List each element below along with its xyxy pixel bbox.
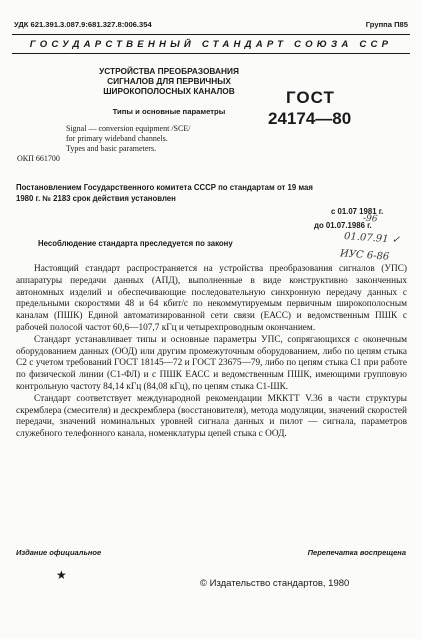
validity-to: до 01.07.1986 г. [314,221,372,230]
handwritten-note-1: -96 [362,213,378,225]
gost-label: ГОСТ [286,88,335,107]
paragraph-3: Стандарт соответствует международной рекомендации МККТТ V.36 в части структуры скремблера (смесителя) и дескремблера (восстановителя), метода модуляции, значений скоростей передачи, значений номинальных уровней сигнала данных и пилот — сигнала, параметров служебного телефонного канала, номенклатуры цепей стыка с ООД. [16,393,407,440]
top-rule [12,34,410,35]
udk-code: УДК 621.391.3.087.9:681.327.8:006.354 [14,20,152,29]
decree-text [16,182,408,204]
star-icon: ★ [56,568,67,582]
document-subtitle: Типы и основные параметры [112,107,226,116]
bottom-rule [12,53,410,54]
reprint-prohibited: Перепечатка воспрещена [307,548,406,557]
title-line-2: СИГНАЛОВ ДЛЯ ПЕРВИЧНЫХ [107,76,231,86]
document-title [66,66,272,96]
paragraph-2: Стандарт устанавливает типы и основные параметры УПС, сопрягающихся с оконечным оборудованием данных (ООД) или другим промежуточным оборудованием, либо по цепям стыка С2 с учетом требований ГОСТ 18145—72 и ГОСТ 23675—79, либо по цепям стыка С1 при работе по физической линии (С1-ФЛ) и с ПШК ЕАСС и ведомственным ПШК, имеющими групповую контрольную частоту 84,14 кГц (84,08 кГц), по цепям стыка С1-ШК. [16,334,407,392]
english-line-1: Signal — conversion equipment /SCE/ [66,124,191,133]
standard-org: ГОСУДАРСТВЕННЫЙ СТАНДАРТ СОЮЗА ССР [29,39,393,50]
english-line-2: for primary wideband channels. [66,134,168,143]
group-code: Группа П85 [365,20,408,29]
english-line-3: Types and basic parameters. [66,144,157,153]
handwritten-note-2: 01.07.91 ✓ [343,231,401,246]
title-line-1: УСТРОЙСТВА ПРЕОБРАЗОВАНИЯ [99,66,239,76]
okp-code: ОКП 661700 [17,154,60,163]
copyright: © Издательство стандартов, 1980 [200,578,350,589]
english-title [66,124,266,154]
decree-line-1: Постановлением Государственного комитета СССР по стандартам от 19 мая [16,183,313,192]
validity-from: с 01.07 1981 г. [331,207,384,216]
decree-line-2: 1980 г. № 2183 срок действия установлен [16,194,176,203]
title-line-3: ШИРОКОПОЛОСНЫХ КАНАЛОВ [103,86,235,96]
paragraph-1: Настоящий стандарт распространяется на устройства преобразования сигналов (УПС) аппаратуры передачи данных (АПД), выполненные в виде конструктивно законченных автономных изделий и обеспечивающие последовательную синхронную передачу данных с предельными скоростями 48 и 64 кбит/с по некоммутируемым первичным широкополосным каналам (ПШК) Единой автоматизированной сети связи (ЕАСС) и ведомственным ПШК с рабочей полосой частот 60,6—107,7 кГц и четырехпроводным окончанием. [16,264,407,333]
violation-notice: Несоблюдение стандарта преследуется по закону [38,239,233,248]
body-text [16,264,407,441]
gost-number: 24174—80 [268,109,352,128]
official-edition: Издание официальное [16,548,102,557]
handwritten-note-3: ИУС 6-86 [339,248,390,263]
